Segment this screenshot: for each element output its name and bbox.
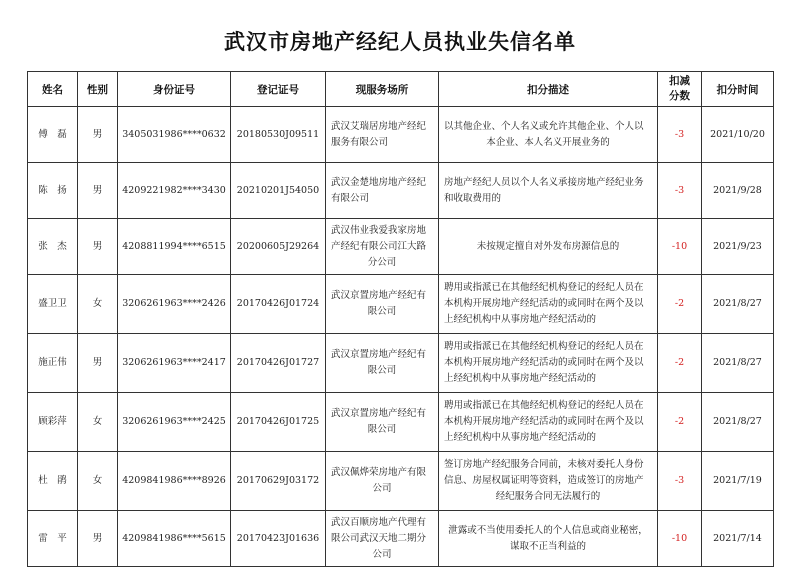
cell-name: 施正伟: [28, 334, 78, 393]
office-line: 公司: [372, 548, 392, 560]
cell-points: -2: [658, 275, 702, 334]
cell-points: -3: [658, 452, 702, 511]
desc-line: 房地产经纪人员以个人名义承接房地产经纪业务: [444, 176, 644, 188]
cell-gender: 女: [78, 275, 118, 334]
cell-id: 4209841986****5615: [118, 511, 231, 567]
desc-line: 和收取费用的: [444, 192, 502, 204]
cell-desc: [439, 452, 658, 511]
header-desc: 扣分描述: [439, 72, 658, 107]
table-row: [28, 163, 774, 219]
header-office: 现服务场所: [326, 72, 439, 107]
header-id: 身份证号: [118, 72, 231, 107]
cell-name: 张 杰: [28, 219, 78, 275]
cell-office: [326, 511, 439, 567]
cell-desc: [439, 219, 658, 275]
cell-reg: 20210201J54050: [231, 163, 326, 219]
desc-line: 谋取不正当利益的: [509, 540, 586, 552]
cell-points: -3: [658, 107, 702, 163]
cell-id: 4209221982****3430: [118, 163, 231, 219]
office-line: 武汉百顺房地产代理有: [331, 516, 427, 528]
desc-line: 本机构开展房地产经纪活动的或同时在两个及以: [444, 298, 644, 309]
cell-name: 傅 磊: [28, 107, 78, 163]
cell-id: 4208811994****6515: [118, 219, 231, 275]
desc-line: 本企业、本人名义开展业务的: [486, 136, 610, 148]
cell-time: 2021/8/27: [702, 275, 774, 334]
office-line: 武汉佩烨荣房地产有限: [331, 467, 427, 478]
header-points-line1: 扣减: [669, 75, 690, 87]
cell-id: 4209841986****8926: [118, 452, 231, 511]
cell-id: 3206261963****2426: [118, 275, 231, 334]
desc-line: 经纪服务合同无法履行的: [495, 491, 601, 502]
cell-desc: [439, 163, 658, 219]
cell-gender: 男: [78, 163, 118, 219]
cell-time: 2021/8/27: [702, 334, 774, 393]
cell-time: 2021/8/27: [702, 393, 774, 452]
cell-name: 陈 扬: [28, 163, 78, 219]
cell-name: 雷 平: [28, 511, 78, 567]
table-row: [28, 219, 774, 275]
header-points-line2: 分数: [669, 90, 690, 102]
page-title: 武汉市房地产经纪人员执业失信名单: [224, 30, 576, 54]
cell-office: [326, 107, 439, 163]
header-time: 扣分时间: [702, 72, 774, 107]
header-reg: 登记证号: [231, 72, 326, 107]
office-line: 服务有限公司: [331, 136, 389, 148]
cell-id: 3206261963****2425: [118, 393, 231, 452]
cell-points: -10: [658, 511, 702, 567]
cell-office: [326, 334, 439, 393]
table-row: [28, 393, 774, 452]
header-points: [658, 72, 702, 107]
desc-line: 以其他企业、个人名义或允许其他企业、个人以: [444, 120, 644, 132]
cell-office: [326, 393, 439, 452]
blacklist-table: [27, 71, 774, 567]
desc-line: 签订房地产经纪服务合同前，未核对委托人身份: [444, 459, 644, 470]
table-row: [28, 511, 774, 567]
cell-office: [326, 452, 439, 511]
desc-line: 信息、房屋权属证明等资料，造成签订的房地产: [444, 475, 644, 486]
cell-gender: 女: [78, 452, 118, 511]
cell-id: 3405031986****0632: [118, 107, 231, 163]
desc-line: 聘用或指派已在其他经纪机构登记的经纪人员在: [444, 341, 644, 352]
table-row: [28, 107, 774, 163]
cell-id: 3206261963****2417: [118, 334, 231, 393]
table-header-row: [28, 72, 774, 107]
cell-gender: 男: [78, 334, 118, 393]
cell-reg: 20170426J01725: [231, 393, 326, 452]
cell-office: [326, 275, 439, 334]
table-row: [28, 334, 774, 393]
cell-desc: [439, 511, 658, 567]
cell-time: 2021/7/14: [702, 511, 774, 567]
office-line: 武汉京置房地产经纪有: [331, 290, 427, 301]
cell-desc: [439, 393, 658, 452]
desc-line: 聘用或指派已在其他经纪机构登记的经纪人员在: [444, 282, 644, 293]
desc-line: 上经纪机构中从事房地产经纪活动的: [444, 373, 597, 384]
cell-time: 2021/10/20: [702, 107, 774, 163]
office-line: 限公司: [367, 365, 397, 376]
office-line: 武汉伟业我爱我家房地: [331, 224, 427, 236]
office-line: 限公司: [367, 424, 397, 435]
cell-gender: 男: [78, 219, 118, 275]
office-line: 有限公司: [331, 192, 370, 204]
office-line: 限公司武汉天地二期分: [331, 532, 427, 544]
cell-desc: [439, 275, 658, 334]
cell-points: -2: [658, 334, 702, 393]
desc-line: 泄露或不当使用委托人的个人信息或商业秘密，: [448, 524, 648, 536]
table-row: [28, 452, 774, 511]
cell-time: 2021/7/19: [702, 452, 774, 511]
cell-name: 盛卫卫: [28, 275, 78, 334]
cell-desc: [439, 107, 658, 163]
header-gender: 性别: [78, 72, 118, 107]
cell-gender: 男: [78, 511, 118, 567]
office-line: 分公司: [367, 256, 397, 268]
cell-points: -3: [658, 163, 702, 219]
office-line: 武汉京置房地产经纪有: [331, 349, 427, 360]
office-line: 武汉艾瑞居房地产经纪: [331, 120, 427, 132]
cell-office: [326, 219, 439, 275]
cell-time: 2021/9/23: [702, 219, 774, 275]
cell-name: 顾彩萍: [28, 393, 78, 452]
desc-line: 聘用或指派已在其他经纪机构登记的经纪人员在: [444, 400, 644, 411]
desc-line: 未按规定擅自对外发布房源信息的: [476, 240, 620, 252]
desc-line: 本机构开展房地产经纪活动的或同时在两个及以: [444, 416, 644, 427]
office-line: 产经纪有限公司江大路: [331, 240, 427, 252]
cell-reg: 20170426J01727: [231, 334, 326, 393]
desc-line: 上经纪机构中从事房地产经纪活动的: [444, 432, 597, 443]
cell-name: 杜 鹃: [28, 452, 78, 511]
cell-reg: 20180530J09511: [231, 107, 326, 163]
cell-points: -10: [658, 219, 702, 275]
cell-reg: 20170423J01636: [231, 511, 326, 567]
cell-reg: 20170426J01724: [231, 275, 326, 334]
office-line: 武汉京置房地产经纪有: [331, 408, 427, 419]
office-line: 公司: [372, 483, 392, 494]
cell-time: 2021/9/28: [702, 163, 774, 219]
cell-desc: [439, 334, 658, 393]
cell-points: -2: [658, 393, 702, 452]
table-row: [28, 275, 774, 334]
desc-line: 本机构开展房地产经纪活动的或同时在两个及以: [444, 357, 644, 368]
cell-gender: 男: [78, 107, 118, 163]
cell-office: [326, 163, 439, 219]
cell-reg: 20170629J03172: [231, 452, 326, 511]
cell-gender: 女: [78, 393, 118, 452]
cell-reg: 20200605J29264: [231, 219, 326, 275]
office-line: 武汉金楚地房地产经纪: [331, 176, 427, 188]
desc-line: 上经纪机构中从事房地产经纪活动的: [444, 314, 597, 325]
header-name: 姓名: [28, 72, 78, 107]
office-line: 限公司: [367, 306, 397, 317]
